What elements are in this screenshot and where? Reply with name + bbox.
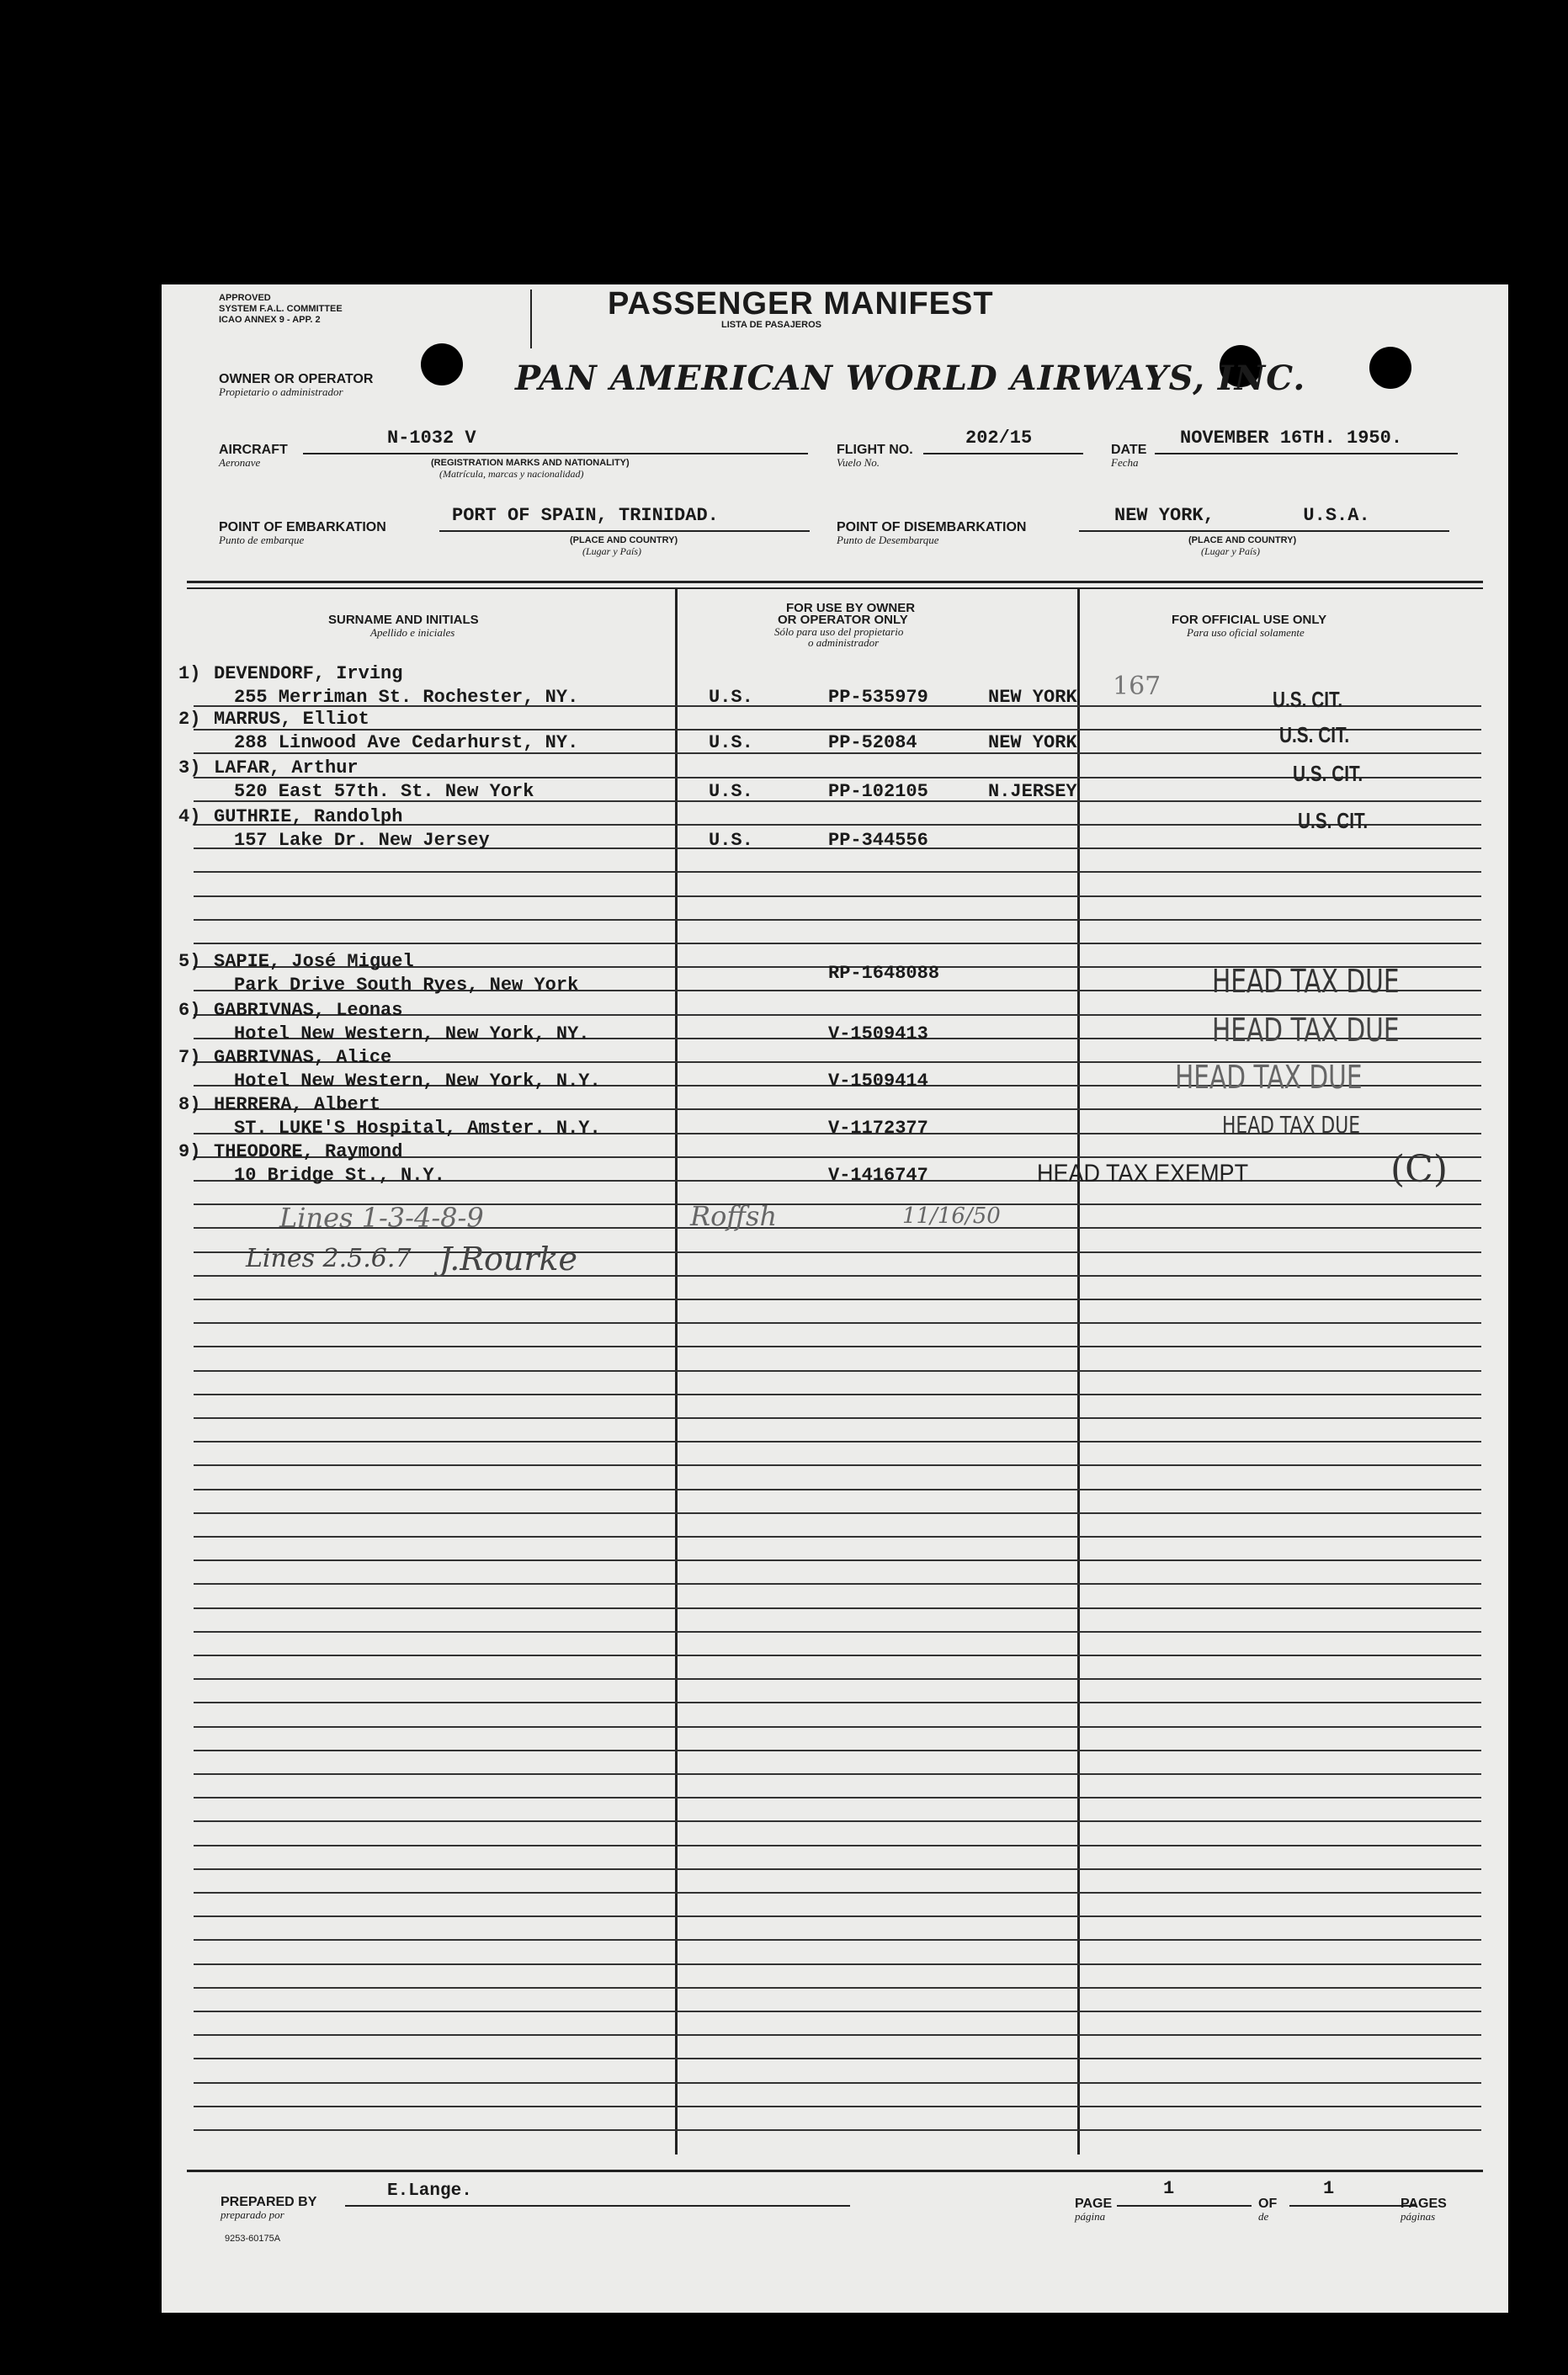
head-tax-exempt-stamp: HEAD TAX EXEMPT — [1037, 1160, 1249, 1188]
ruled-line — [194, 1845, 1481, 1846]
passenger-address: 255 Merriman St. Rochester, NY. — [234, 687, 579, 708]
ruled-line — [194, 895, 1481, 897]
head-tax-stamp: HEAD TAX DUE — [1222, 1111, 1361, 1139]
disembark-label-es: Punto de Desembarque — [837, 534, 939, 546]
date-label: DATE — [1111, 443, 1147, 457]
embark-label-es: Punto de embarque — [219, 534, 305, 546]
ruled-line — [194, 1773, 1481, 1775]
ruled-line — [194, 1820, 1481, 1822]
ruled-line — [194, 1607, 1481, 1609]
page-label-es: página — [1075, 2210, 1106, 2223]
ruled-line — [194, 1536, 1481, 1538]
ruled-line — [194, 1892, 1481, 1894]
ruled-line — [194, 871, 1481, 873]
ruled-line — [194, 1489, 1481, 1490]
flight-underline — [923, 453, 1083, 454]
ruled-line — [194, 1678, 1481, 1680]
official-stamp: U.S. CIT. — [1298, 808, 1369, 833]
page-title: PASSENGER MANIFEST — [608, 286, 994, 321]
ruled-line — [194, 1631, 1481, 1633]
total-pages-underline — [1289, 2205, 1416, 2207]
ruled-line — [194, 1346, 1481, 1347]
ruled-line — [194, 2058, 1481, 2059]
disembark-place-caption-es: (Lugar y País) — [1201, 545, 1260, 557]
disembark-place-caption: (PLACE AND COUNTRY) — [1188, 535, 1297, 545]
ruled-line — [194, 943, 1481, 944]
airline-name: PAN AMERICAN WORLD AIRWAYS, INC. — [515, 359, 1306, 398]
prepared-label-es: preparado por — [221, 2208, 284, 2221]
ruled-line — [194, 1299, 1481, 1300]
ruled-line — [194, 1275, 1481, 1277]
embark-value: PORT OF SPAIN, TRINIDAD. — [452, 505, 719, 526]
header-divider — [530, 290, 532, 348]
passenger-address: Park Drive South Ryes, New York — [234, 975, 579, 996]
passenger-destination: N.JERSEY — [988, 781, 1077, 802]
table-top-rule-2 — [187, 587, 1483, 589]
head-tax-stamp: HEAD TAX DUE — [1212, 1012, 1400, 1049]
form-number: 9253-60175A — [225, 2234, 281, 2244]
manifest-sheet — [162, 284, 1508, 2313]
of-label-es: de — [1258, 2210, 1269, 2223]
passenger-destination: NEW YORK — [988, 732, 1077, 753]
flight-value: 202/15 — [965, 428, 1033, 449]
passenger-name: MARRUS, Elliot — [214, 709, 369, 730]
ruled-line — [194, 1939, 1481, 1941]
ruled-line — [194, 1797, 1481, 1799]
page-label: PAGE — [1075, 2197, 1113, 2211]
passenger-passport: PP-102105 — [828, 781, 928, 802]
col-surname-header: SURNAME AND INITIALS — [328, 613, 479, 627]
col-surname-header-es: Apellido e iniciales — [370, 626, 455, 639]
passenger-passport: RP-1648088 — [828, 963, 940, 984]
page-number: 1 — [1163, 2178, 1175, 2199]
passenger-number: 8) — [178, 1094, 201, 1115]
handwritten-date: 11/16/50 — [902, 1203, 1001, 1229]
handwritten-signature-2: J.Rourke — [439, 1241, 578, 1278]
of-label: OF — [1258, 2197, 1278, 2211]
passenger-address: 10 Bridge St., N.Y. — [234, 1165, 445, 1186]
disembark-value: NEW YORK, U.S.A. — [1114, 505, 1370, 526]
page-title-es: LISTA DE PASAJEROS — [721, 320, 821, 330]
passenger-name: SAPIE, José Miguel — [214, 951, 414, 972]
passenger-nationality: U.S. — [709, 830, 753, 851]
col-operator-header-es-b: o administrador — [808, 636, 880, 649]
ruled-line — [194, 1750, 1481, 1751]
ruled-line — [194, 1512, 1481, 1514]
ruled-line — [194, 1322, 1481, 1324]
pages-label-es: páginas — [1401, 2210, 1436, 2223]
approved-annex: ICAO ANNEX 9 - APP. 2 — [219, 315, 321, 325]
embark-label: POINT OF EMBARKATION — [219, 520, 386, 534]
ruled-line — [194, 1370, 1481, 1372]
passenger-passport: V-1172377 — [828, 1118, 928, 1139]
date-label-es: Fecha — [1111, 456, 1139, 469]
flight-label-es: Vuelo No. — [837, 456, 880, 469]
passenger-address: ST. LUKE'S Hospital, Amster. N.Y. — [234, 1118, 601, 1139]
passenger-address: 288 Linwood Ave Cedarhurst, NY. — [234, 732, 579, 753]
handwritten-signature-1: Roffsh — [690, 1200, 778, 1232]
passenger-passport: PP-344556 — [828, 830, 928, 851]
date-value: NOVEMBER 16TH. 1950. — [1180, 428, 1403, 449]
disembark-underline — [1079, 530, 1449, 532]
passenger-number: 3) — [178, 757, 201, 778]
date-underline — [1155, 453, 1458, 454]
embark-place-caption: (PLACE AND COUNTRY) — [570, 535, 678, 545]
passenger-address: 520 East 57th. St. New York — [234, 781, 534, 802]
ruled-line — [194, 1987, 1481, 1989]
disembark-label: POINT OF DISEMBARKATION — [837, 520, 1027, 534]
passenger-number: 4) — [178, 806, 201, 827]
passenger-address: Hotel New Western, New York, N.Y. — [234, 1071, 601, 1092]
passenger-name: HERRERA, Albert — [214, 1094, 381, 1115]
owner-label: OWNER OR OPERATOR — [219, 372, 374, 386]
ruled-line — [194, 2082, 1481, 2084]
passenger-name: GABRIVNAS, Alice — [214, 1047, 392, 1068]
page-underline — [1117, 2205, 1252, 2207]
passenger-number: 2) — [178, 709, 201, 730]
aircraft-label-es: Aeronave — [219, 456, 261, 469]
head-tax-stamp: HEAD TAX DUE — [1175, 1059, 1363, 1096]
aircraft-value: N-1032 V — [387, 428, 476, 449]
ruled-line — [194, 1441, 1481, 1443]
passenger-passport: PP-535979 — [828, 687, 928, 708]
passenger-number: 5) — [178, 951, 201, 972]
passenger-number: 9) — [178, 1141, 201, 1162]
passenger-address: 157 Lake Dr. New Jersey — [234, 830, 490, 851]
official-stamp: U.S. CIT. — [1293, 761, 1363, 786]
passenger-passport: V-1509413 — [828, 1023, 928, 1044]
prepared-by-value: E.Lange. — [387, 2181, 472, 2201]
ruled-line — [194, 2034, 1481, 2036]
footer-rule — [187, 2170, 1483, 2172]
col-official-header: FOR OFFICIAL USE ONLY — [1172, 613, 1327, 627]
passenger-number: 6) — [178, 1000, 201, 1021]
passenger-number: 1) — [178, 663, 201, 684]
passenger-name: LAFAR, Arthur — [214, 757, 359, 778]
ruled-line — [194, 1108, 1481, 1110]
passenger-number: 7) — [178, 1047, 201, 1068]
ruled-line — [194, 1559, 1481, 1561]
handwritten-lines-2: Lines 2.5.6.7 — [246, 1244, 412, 1273]
official-stamp: U.S. CIT. — [1279, 722, 1350, 747]
owner-label-es: Propietario o administrador — [219, 385, 343, 398]
ruled-line — [194, 1868, 1481, 1870]
approved-label: APPROVED — [219, 293, 271, 303]
embark-place-caption-es: (Lugar y País) — [582, 545, 641, 557]
head-tax-stamp: HEAD TAX DUE — [1212, 963, 1400, 1000]
registration-caption: (REGISTRATION MARKS AND NATIONALITY) — [431, 458, 630, 468]
handwritten-number: 167 — [1113, 672, 1161, 701]
official-stamp: U.S. CIT. — [1273, 687, 1343, 712]
exempt-mark: (C) — [1390, 1148, 1448, 1191]
punch-hole — [1369, 347, 1411, 389]
aircraft-label: AIRCRAFT — [219, 443, 288, 457]
ruled-line — [194, 1583, 1481, 1585]
passenger-passport: PP-52084 — [828, 732, 917, 753]
col-operator-header-b: OR OPERATOR ONLY — [778, 613, 908, 627]
col-operator-header-a: FOR USE BY OWNER — [786, 601, 916, 615]
ruled-line — [194, 1915, 1481, 1917]
ruled-line — [194, 1417, 1481, 1419]
approved-system: SYSTEM F.A.L. COMMITTEE — [219, 304, 343, 314]
ruled-line — [194, 2106, 1481, 2107]
passenger-nationality: U.S. — [709, 732, 753, 753]
ruled-line — [194, 1726, 1481, 1728]
passenger-passport: V-1509414 — [828, 1071, 928, 1092]
total-pages: 1 — [1323, 2178, 1335, 2199]
aircraft-underline — [303, 453, 808, 454]
passenger-address: Hotel New Western, New York, NY. — [234, 1023, 590, 1044]
passenger-name: GABRIVNAS, Leonas — [214, 1000, 403, 1021]
ruled-line — [194, 777, 1481, 778]
passenger-name: DEVENDORF, Irving — [214, 663, 403, 684]
registration-caption-es: (Matrícula, marcas y nacionalidad) — [439, 468, 584, 480]
ruled-line — [194, 2011, 1481, 2012]
ruled-line — [194, 2129, 1481, 2131]
ruled-line — [194, 919, 1481, 921]
pages-label: PAGES — [1401, 2197, 1447, 2211]
ruled-line — [194, 1702, 1481, 1703]
passenger-name: GUTHRIE, Randolph — [214, 806, 403, 827]
prepared-label: PREPARED BY — [221, 2195, 317, 2209]
ruled-line — [194, 1394, 1481, 1395]
passenger-nationality: U.S. — [709, 781, 753, 802]
punch-hole — [421, 343, 463, 385]
prepared-underline — [345, 2205, 850, 2207]
ruled-line — [194, 1963, 1481, 1965]
ruled-line — [194, 1464, 1481, 1466]
flight-label: FLIGHT NO. — [837, 443, 913, 457]
passenger-nationality: U.S. — [709, 687, 753, 708]
passenger-destination: NEW YORK — [988, 687, 1077, 708]
handwritten-lines-1: Lines 1-3-4-8-9 — [279, 1202, 484, 1234]
passenger-name: THEODORE, Raymond — [214, 1141, 403, 1162]
col-operator-header-es-a: Sólo para uso del propietario — [774, 625, 904, 638]
table-top-rule — [187, 581, 1483, 583]
passenger-passport: V-1416747 — [828, 1165, 928, 1186]
embark-underline — [439, 530, 810, 532]
col-official-header-es: Para uso oficial solamente — [1187, 626, 1305, 639]
ruled-line — [194, 1655, 1481, 1656]
